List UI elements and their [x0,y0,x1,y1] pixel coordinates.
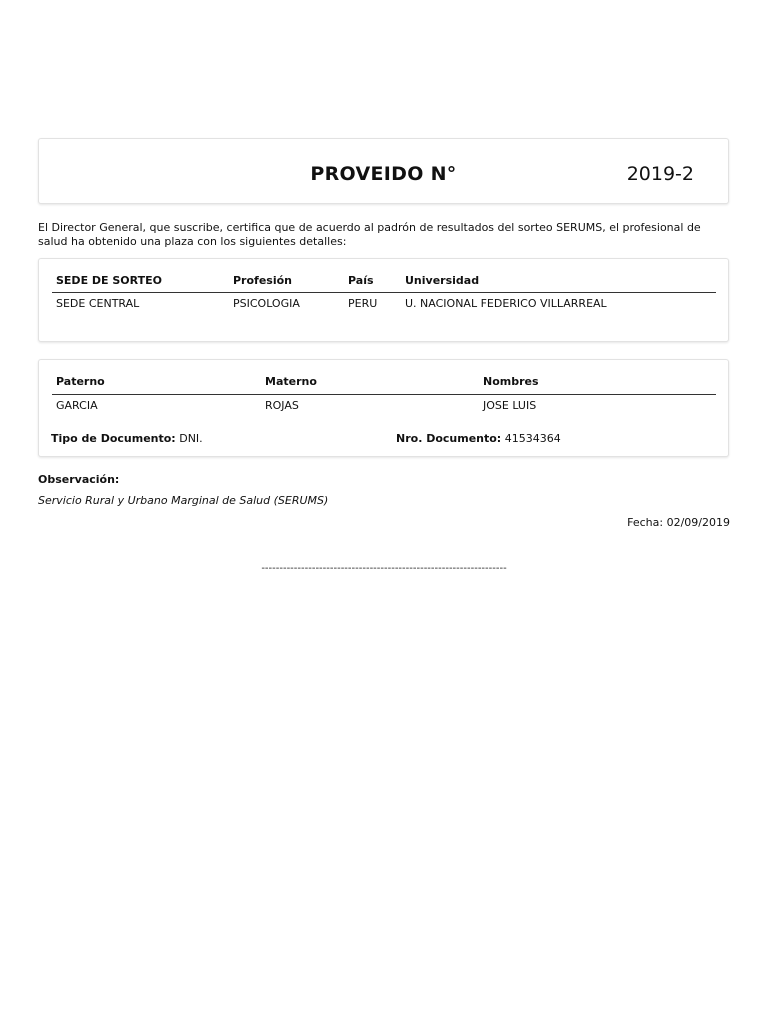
value-profesion: PSICOLOGIA [233,297,300,310]
value-paterno: GARCIA [56,399,98,412]
header-materno: Materno [265,375,317,388]
value-sede: SEDE CENTRAL [56,297,140,310]
placement-card [38,258,729,342]
document-number: 2019-2 [626,163,694,185]
value-nombres: JOSE LUIS [483,399,537,412]
doc-number [396,432,561,445]
intro-paragraph: El Director General, que suscribe, certifica que de acuerdo al padrón de resultados del sorteo SERUMS, el profesional de salud ha obtenido una plaza con los siguientes detalles: [38,221,701,248]
header-profesion: Profesión [233,274,292,287]
value-universidad: U. NACIONAL FEDERICO VILLARREAL [405,297,607,310]
signature-line: -------------------------------------------------------------------- [261,563,507,574]
header-pais: País [348,274,374,287]
doc-number-label: Nro. Documento: [396,432,502,445]
header-nombres: Nombres [483,375,539,388]
header-universidad: Universidad [405,274,480,287]
date-line: Fecha: 02/09/2019 [627,516,730,529]
header-divider [52,394,716,395]
value-pais: PERU [348,297,378,310]
observation-text: Servicio Rural y Urbano Marginal de Salud (SERUMS) [38,494,329,507]
doc-type-label: Tipo de Documento: [51,432,176,445]
header-paterno: Paterno [56,375,105,388]
header-divider [52,292,716,293]
person-card [38,359,729,457]
observation-label: Observación: [38,473,120,486]
header-sede: SEDE DE SORTEO [56,274,163,287]
document-title: PROVEIDO N° [310,163,457,185]
title-box [38,138,729,204]
value-materno: ROJAS [265,399,299,412]
doc-type-value: DNI. [179,432,203,445]
doc-type [51,432,203,445]
doc-number-value: 41534364 [504,432,561,445]
